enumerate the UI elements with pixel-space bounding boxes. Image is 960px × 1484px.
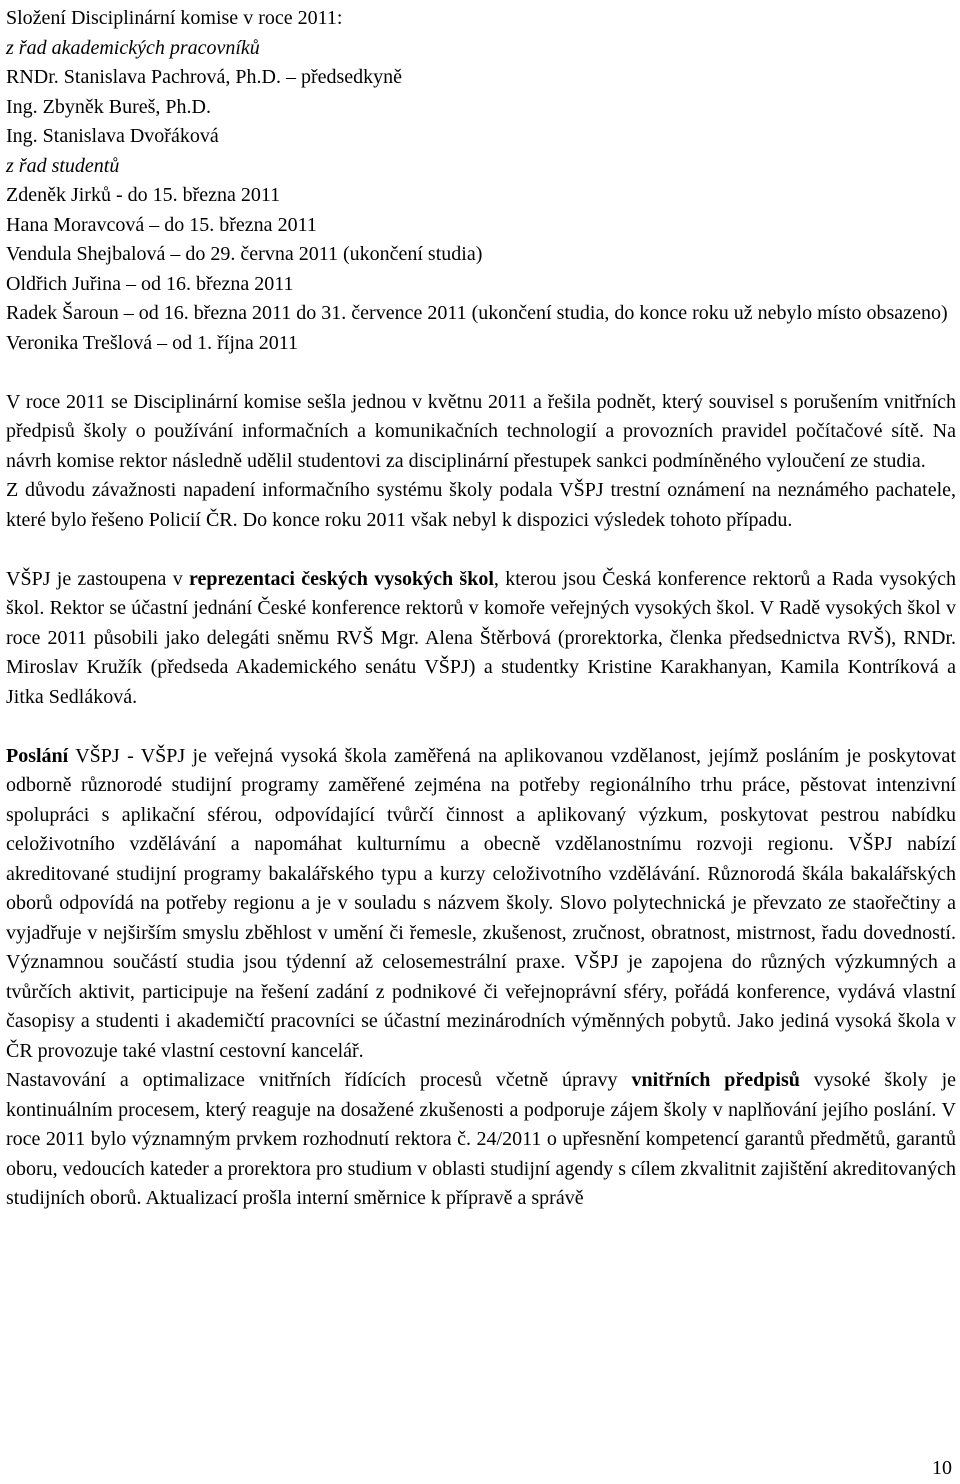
representation-text-end: , kterou jsou Česká konference rektorů a Rada vysokých škol. Rektor se účastní jednání České konference rektorů v komoře veřejných vysokých škol. V Radě vysokých škol v roce 2011 působili jako delegáti sněmu RVŠ Mgr. Alena Štěrbová (prorektorka, členka předsednictva RVŠ), RNDr. Miroslav Kružík (předseda Akademického senátu VŠPJ) a studentky Kristine Karakhanyan, Kamila Kontríková a Jitka Sedláková. bbox=[6, 567, 956, 708]
paragraph-disciplinary-meeting: V roce 2011 se Disciplinární komise sešla jednou v květnu 2011 a řešila podnět, který souvisel s porušením vnitřních předpisů školy o používání informačních a komunikačních technologií a provozních pravidel počítačové sítě. Na návrh komise rektor následně udělil studentovi za disciplinární přestupek sankci podmíněného vyloučení ze studia. bbox=[6, 390, 956, 472]
paragraph-criminal-complaint: Z důvodu závažnosti napadení informačního systému školy podala VŠPJ trestní oznámení na neznámého pachatele, které bylo řešeno Policií ČR. Do konce roku 2011 však nebyl k dispozici výsledek tohoto případu. bbox=[6, 479, 956, 531]
student-member: Radek Šaroun – od 16. března 2011 do 31. července 2011 (ukončení studia, do konce roku už nebylo místo obsazeno) bbox=[6, 302, 948, 324]
spacer bbox=[6, 358, 956, 388]
student-group-text: z řad studentů bbox=[6, 154, 120, 177]
mission-text: VŠPJ - VŠPJ je veřejná vysoká škola zaměřená na aplikovanou vzdělanost, jejímž posláním je poskytovat odborně různorodé studijní programy zaměřené zejména na potřeby regionálního trhu práce, pěstovat intenzivní spolupráci s aplikační sférou, odpovídající tvůrčí činnost a aplikovaný výzkum, poskytovat pestrou nabídku celoživotního vzdělávání a napomáhat kulturnímu a obecně vzdělanostnímu rozvoji regionu. VŠPJ nabízí akreditované studijní programy bakalářského typu a kurzy celoživotního vzdělávání. Různorodá škála bakalářských oborů odpovídá na potřeby regionu a je v souladu s názvem školy. Slovo polytechnická je převzato ze staořečtiny a vyjadřuje v nejširším smyslu zběhlost v umění či řemesle, zkušenost, zručnost, obratnost, mistrnost, řadu dovedností. Významnou součástí studia jsou týdenní až celosemestrální praxe. VŠPJ je zapojena do různých výzkumných a tvůrčích aktivit, participuje na řešení zadání z podnikové či veřejnoprávní sféry, pořádá konference, vydává vlastní časopisy a studenti i akademičtí pracovníci se účastní mezinárodních výměnných pobytů. Jako jediná vysoká škola v ČR provozuje také vlastní cestovní kancelář. bbox=[6, 744, 956, 1062]
representation-text-start: VŠPJ je zastoupena v bbox=[6, 567, 190, 590]
paragraph-mission bbox=[6, 742, 956, 1067]
student-member: Hana Moravcová – do 15. března 2011 bbox=[6, 213, 317, 236]
academic-member: Ing. Stanislava Dvořáková bbox=[6, 125, 219, 147]
student-member: Oldřich Juřina – od 16. března 2011 bbox=[6, 272, 294, 295]
academic-member: Ing. Zbyněk Bureš, Ph.D. bbox=[6, 95, 211, 118]
student-group-label bbox=[6, 152, 956, 182]
regulations-bold: vnitřních předpisů bbox=[631, 1069, 800, 1091]
student-member: Veronika Trešlová – od 1. října 2011 bbox=[6, 331, 299, 354]
regulations-text-start: Nastavování a optimalizace vnitřních řídících procesů včetně úpravy bbox=[6, 1069, 632, 1091]
academic-group-text: z řad akademických pracovníků bbox=[6, 36, 260, 59]
spacer bbox=[6, 535, 956, 565]
paragraph-internal-regulations bbox=[6, 1066, 956, 1214]
student-member: Vendula Shejbalová – do 29. června 2011 (ukončení studia) bbox=[6, 243, 483, 265]
paragraph-representation bbox=[6, 565, 956, 713]
student-member: Zdeněk Jirků - do 15. března 2011 bbox=[6, 184, 281, 206]
academic-group-label bbox=[6, 34, 956, 64]
representation-bold: reprezentaci českých vysokých škol bbox=[189, 567, 494, 590]
academic-member: RNDr. Stanislava Pachrová, Ph.D. – předsedkyně bbox=[6, 66, 403, 88]
committee-heading: Složení Disciplinární komise v roce 2011: bbox=[6, 7, 343, 29]
mission-bold: Poslání bbox=[6, 744, 69, 767]
spacer bbox=[6, 712, 956, 742]
page-number: 10 bbox=[932, 1457, 952, 1479]
regulations-text-end: vysoké školy je kontinuálním procesem, který reaguje na dosažené zkušenosti a podporuje zájem školy v naplňování jejího poslání. V roce 2011 bylo významným prvkem rozhodnutí rektora č. 24/2011 o upřesnění kompetencí garantů předmětů, garantů oboru, vedoucích kateder a prorektora pro studium v oblasti studijní agendy s cílem zkvalitnit zajištění akreditovaných studijních oborů. Aktualizací prošla interní směrnice k přípravě a správě bbox=[6, 1069, 957, 1209]
document-body bbox=[6, 4, 956, 1214]
